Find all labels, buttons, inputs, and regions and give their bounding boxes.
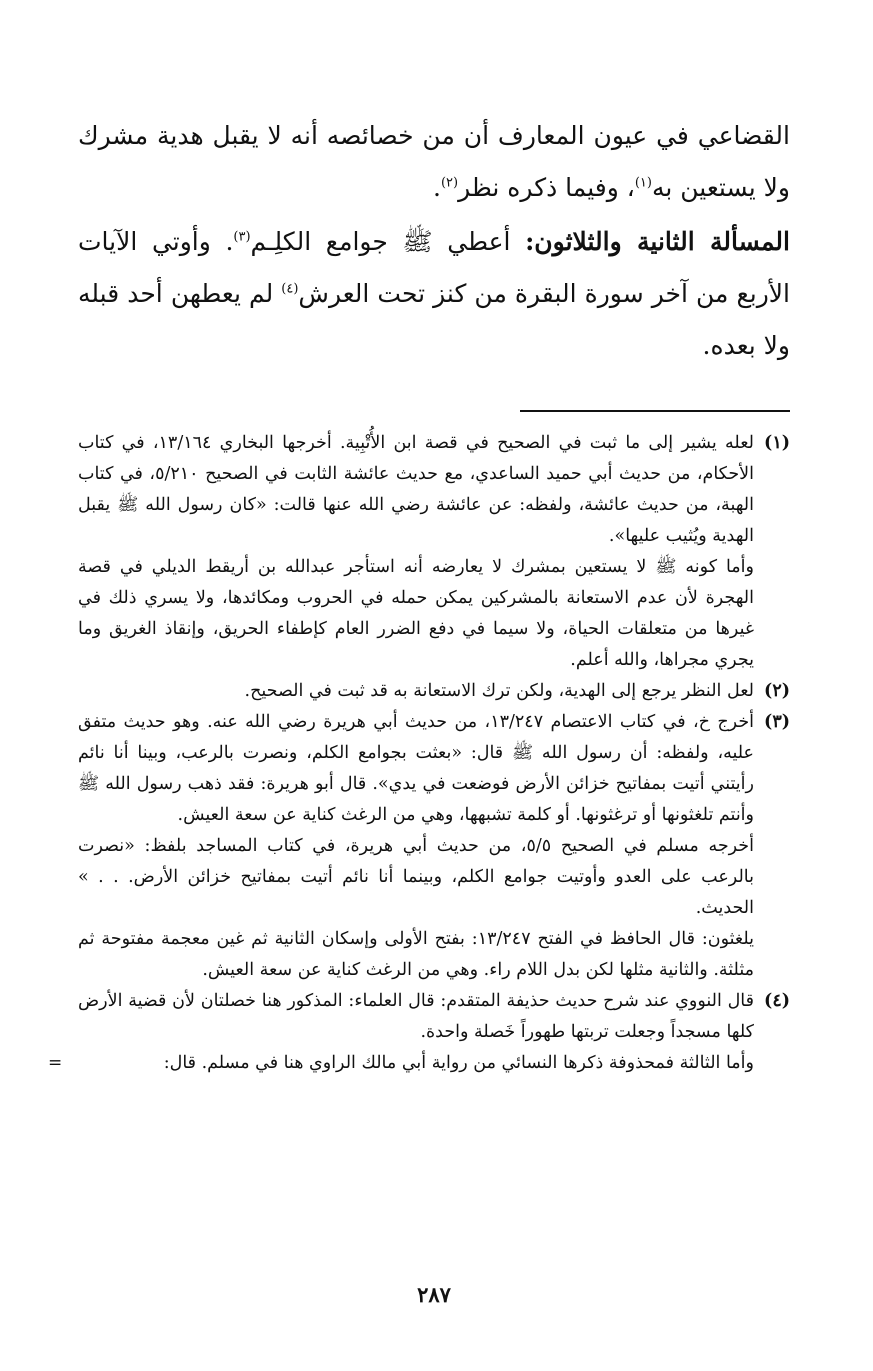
main-paragraph-1-middle: ، وفيما ذكره نظر <box>458 173 635 202</box>
footnote-paragraph: أخرج خ، في كتاب الاعتصام ١٣/٢٤٧، من حديث أبي هريرة رضي الله عنه. وهو حديث متفق عليه، ولفظه: أن رسول الله ﷺ قال: «بعثت بجوامع الكلم، ونصرت بالرعب، وبينا أنا نائم رأيتني أتيت بمفاتيح خزائن الأرض فوضعت في يدي». قال أبو هريرة: فقد ذهب رسول الله ﷺ وأنتم تلغثونها أو ترغثونها. أو كلمة تشبهها، وهي من الرغث كناية عن سعة العيش. <box>78 712 755 825</box>
main-paragraph-1-end: . <box>433 173 441 202</box>
footnote-2 <box>78 676 790 707</box>
footnote-ref-2: (٢) <box>440 175 459 191</box>
main-paragraph-1 <box>78 110 790 214</box>
footnote-ref-1: (١) <box>634 175 652 191</box>
main-paragraph-2 <box>78 216 790 372</box>
footnote-3 <box>78 707 790 986</box>
issue-heading: المسألة الثانية والثلاثون: <box>525 227 790 256</box>
continuation-mark: = <box>48 1053 63 1073</box>
footnote-number: (٢) <box>764 681 790 701</box>
footnote-paragraph: يلغثون: قال الحافظ في الفتح ١٣/٢٤٧: بفتح الأولى وإسكان الثانية ثم غين معجمة مفتوحة ثم مثلثة. والثانية مثلها لكن بدل اللام راء. وهي من الرغث كناية عن سعة العيش. <box>78 929 754 980</box>
page-number: ٢٨٧ <box>417 1282 451 1307</box>
main-paragraph-2-part-c: لم يعطهن أحد قبله ولا بعده. <box>78 279 790 360</box>
footnote-4 <box>48 986 790 1079</box>
footnote-number: (١) <box>764 433 790 453</box>
main-text <box>78 110 790 372</box>
footnote-paragraph: قال النووي عند شرح حديث حذيفة المتقدم: قال العلماء: المذكور هنا خصلتان لأن قضية الأرض كلها مسجداً وجعلت تربتها طهوراً خَصلة واحدة. <box>78 991 754 1042</box>
main-paragraph-2-part-a: أعطي ﷺ جوامع الكلِـم <box>250 227 526 256</box>
footnote-paragraph: لعله يشير إلى ما ثبت في الصحيح في قصة ابن الأُتْبِية. أخرجها البخاري ١٣/١٦٤، في كتاب الأحكام، من حديث أبي حميد الساعدي، مع حديث عائشة الثابت في الصحيح ٥/٢١٠، في كتاب الهبة، من حديث عائشة، ولفظه: عن عائشة رضي الله عنها قالت: «كان رسول الله ﷺ يقبل الهدية ويُثيب عليها». <box>78 433 754 546</box>
footnote-paragraph: لعل النظر يرجع إلى الهدية، ولكن ترك الاستعانة به قد ثبت في الصحيح. <box>244 681 754 701</box>
book-page <box>48 110 790 1350</box>
footnote-paragraph: وأما الثالثة فمحذوفة ذكرها النسائي من رواية أبي مالك الراوي هنا في مسلم. قال: <box>163 1053 754 1073</box>
footnotes <box>48 428 790 1079</box>
footnote-paragraph: وأما كونه ﷺ لا يستعين بمشرك لا يعارضه أنه استأجر عبدالله بن أريقط الديلي في قصة الهجرة لأن عدم الاستعانة بالمشركين يمكن حمله في الحروب ومكائدها، ولا يسري ذلك في غيرها من متعلقات الحياة، ولا سيما في دفع الضرر العام كإطفاء الحريق، وإنقاذ الغريق وما يجري مجراها، والله أعلم. <box>78 557 754 670</box>
footnote-paragraph: أخرجه مسلم في الصحيح ٥/٥، من حديث أبي هريرة، في كتاب المساجد بلفظ: «نصرت بالرعب على العدو وأوتيت جوامع الكلم، وبينما أنا نائم أتيت بمفاتيح خزائن الأرض. . . » الحديث. <box>78 836 754 918</box>
main-paragraph-2-part-b: . وأوتي الآيات الأربع من آخر سورة البقرة من كنز تحت العرش <box>78 227 790 308</box>
footnote-separator <box>520 410 790 412</box>
footnote-1 <box>78 428 790 676</box>
footnote-number: (٤) <box>764 991 790 1011</box>
footnote-number: (٣) <box>764 712 790 732</box>
footnote-ref-4: (٤) <box>281 281 299 297</box>
main-paragraph-1-text: القضاعي في عيون المعارف أن من خصائصه أنه لا يقبل هدية مشرك ولا يستعين به <box>78 121 790 202</box>
footnote-ref-3: (٣) <box>233 229 251 245</box>
